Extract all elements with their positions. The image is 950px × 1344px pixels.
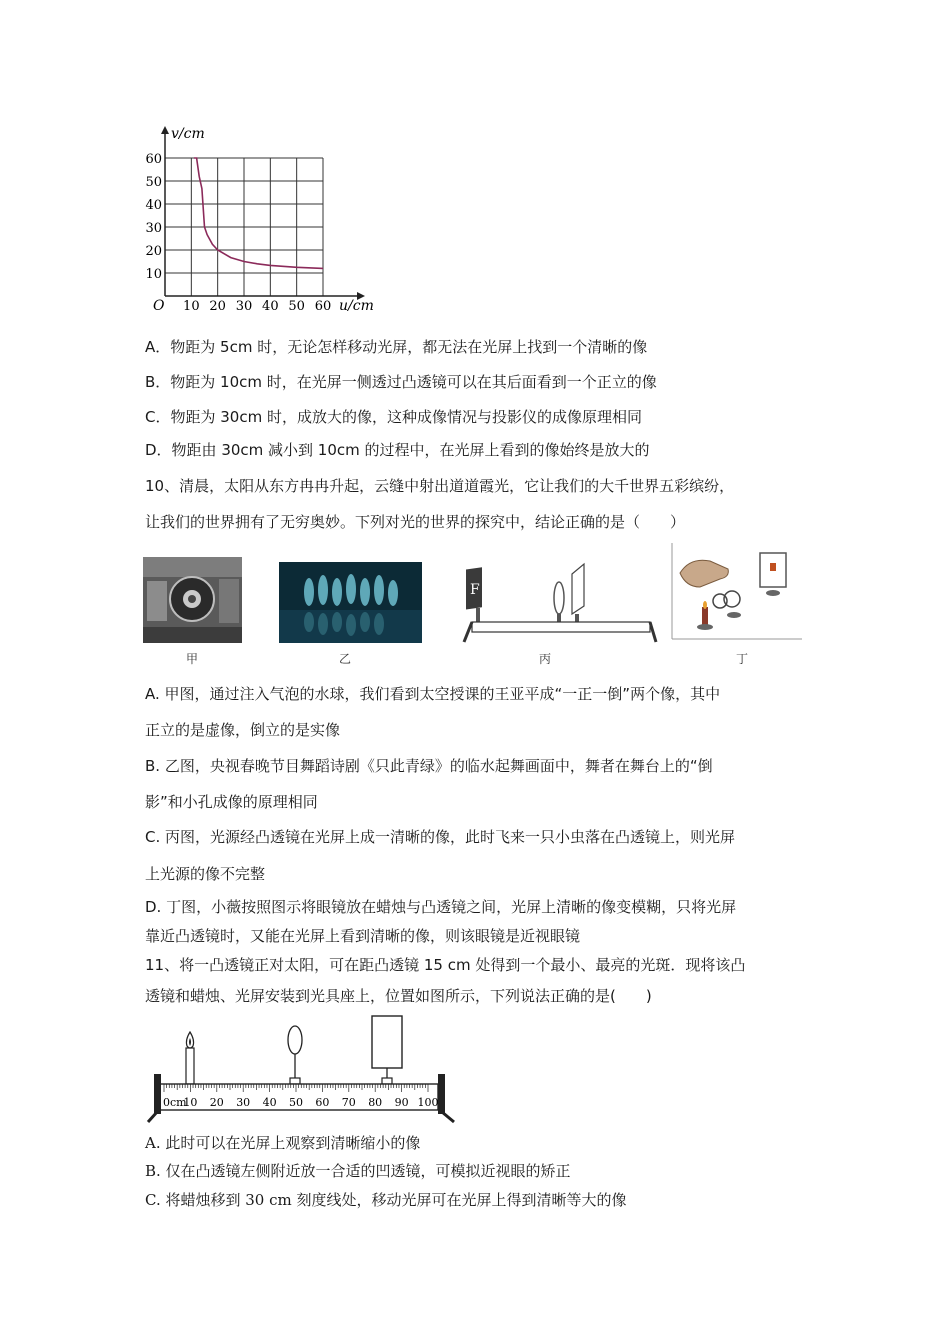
- photo-jia-space-water-ball: [143, 557, 242, 643]
- q9-option-d: D．物距由 30cm 减小到 10cm 的过程中，在光屏上看到的像始终是放大的: [145, 441, 650, 459]
- ruler-label: 0cm: [163, 1096, 187, 1109]
- q10-option-d-line1: D. 丁图，小薇按照图示将眼镜放在蜡烛与凸透镜之间，光屏上清晰的像变模糊，只将光屏: [145, 898, 737, 916]
- y-tick-label: 50: [145, 175, 162, 190]
- x-tick-label: 10: [183, 299, 200, 314]
- ruler-label: 20: [209, 1096, 224, 1109]
- bench-left-post: [154, 1074, 161, 1114]
- x-tick-label: 20: [209, 299, 226, 314]
- x-tick-label: 50: [288, 299, 305, 314]
- diagram-bing-optical-bench: [462, 560, 658, 646]
- q9-option-c: C．物距为 30cm 时，成放大的像，这种成像情况与投影仪的成像原理相同: [145, 408, 642, 426]
- origin-label: O: [153, 298, 165, 314]
- y-tick-label: 20: [145, 244, 162, 259]
- q10-option-c-line2: 上光源的像不完整: [145, 865, 266, 883]
- x-tick-label: 60: [314, 299, 332, 314]
- ruler-label: 50: [289, 1096, 303, 1109]
- ruler-label: 60: [315, 1096, 330, 1109]
- chart-series-line: [194, 158, 323, 268]
- bench-right-post: [438, 1074, 445, 1114]
- q9-option-b: B．物距为 10cm 时，在光屏一侧透过凸透镜可以在其后面看到一个正立的像: [145, 373, 657, 391]
- q10-option-b-line1: B. 乙图，央视春晚节目舞蹈诗剧《只此青绿》的临水起舞画面中，舞者在舞台上的“倒: [145, 757, 713, 775]
- convex-lens: [288, 1026, 302, 1054]
- photo-yi-dance-reflection: [279, 562, 422, 643]
- y-tick-label: 60: [145, 152, 162, 167]
- q9-option-a: A．物距为 5cm 时，无论怎样移动光屏，都无法在光屏上找到一个清晰的像: [145, 338, 648, 356]
- ruler-label: 70: [341, 1096, 356, 1109]
- q11-option-a: A. 此时可以在光屏上观察到清晰缩小的像: [145, 1134, 421, 1152]
- candle: [186, 1048, 194, 1084]
- x-tick-label: 30: [235, 299, 253, 314]
- q10-option-a-line2: 正立的是虚像，倒立的是实像: [145, 721, 341, 739]
- q10-option-b-line2: 影”和小孔成像的原理相同: [145, 793, 318, 811]
- q10-stem-line2: 让我们的世界拥有了无穷奥妙。下列对光的世界的探究中，结论正确的是（ ）: [145, 513, 686, 531]
- caption-jia: 甲: [185, 652, 198, 666]
- chart-grid: [165, 158, 323, 296]
- q10-stem-line1: 10、清晨，太阳从东方冉冉升起，云缝中射出道道霞光，它让我们的大千世界五彩缤纷，: [145, 477, 735, 495]
- y-tick-label: 10: [145, 267, 162, 282]
- q11-option-c: C. 将蜡烛移到 30 cm 刻度线处，移动光屏可在光屏上得到清晰等大的像: [145, 1191, 627, 1209]
- y-tick-label: 30: [145, 221, 162, 236]
- diagram-q11-optical-bench: [142, 1012, 462, 1124]
- ruler-label: 100: [417, 1096, 439, 1109]
- ruler-label: 80: [368, 1096, 383, 1109]
- y-axis-label: v/cm: [171, 126, 205, 142]
- caption-bing: 丙: [538, 652, 551, 666]
- q11-stem-line1: 11、将一凸透镜正对太阳，可在距凸透镜 15 cm 处得到一个最小、最亮的光斑．现将该凸: [145, 956, 746, 974]
- ruler-label: 90: [394, 1096, 409, 1109]
- caption-ding: 丁: [735, 652, 748, 666]
- caption-yi: 乙: [338, 652, 351, 666]
- q10-option-d-line2: 靠近凸透镜时，又能在光屏上看到清晰的像，则该眼镜是近视眼镜: [145, 927, 581, 945]
- diagram-ding-glasses-experiment: [670, 543, 802, 643]
- y-tick-label: 40: [145, 198, 162, 213]
- q11-stem-line2: 透镜和蜡烛、光屏安装到光具座上，位置如图所示，下列说法正确的是( ): [145, 987, 652, 1005]
- q11-option-b: B. 仅在凸透镜左侧附近放一合适的凹透镜，可模拟近视眼的矫正: [145, 1162, 571, 1180]
- q10-option-c-line1: C. 丙图，光源经凸透镜在光屏上成一清晰的像，此时飞来一只小虫落在凸透镜上，则光屏: [145, 828, 736, 846]
- ruler-label: 40: [262, 1096, 277, 1109]
- v-u-graph: [145, 120, 385, 320]
- x-tick-label: 40: [262, 299, 279, 314]
- ruler-label: 10: [183, 1096, 198, 1109]
- q10-option-a-line1: A. 甲图，通过注入气泡的水球，我们看到太空授课的王亚平成“一正一倒”两个像，其中: [145, 685, 721, 703]
- ruler-label: 30: [236, 1096, 251, 1109]
- x-axis-label: u/cm: [339, 298, 374, 314]
- light-screen: [372, 1016, 402, 1068]
- y-axis-arrow: [161, 126, 169, 134]
- light-source-f: F: [470, 582, 480, 598]
